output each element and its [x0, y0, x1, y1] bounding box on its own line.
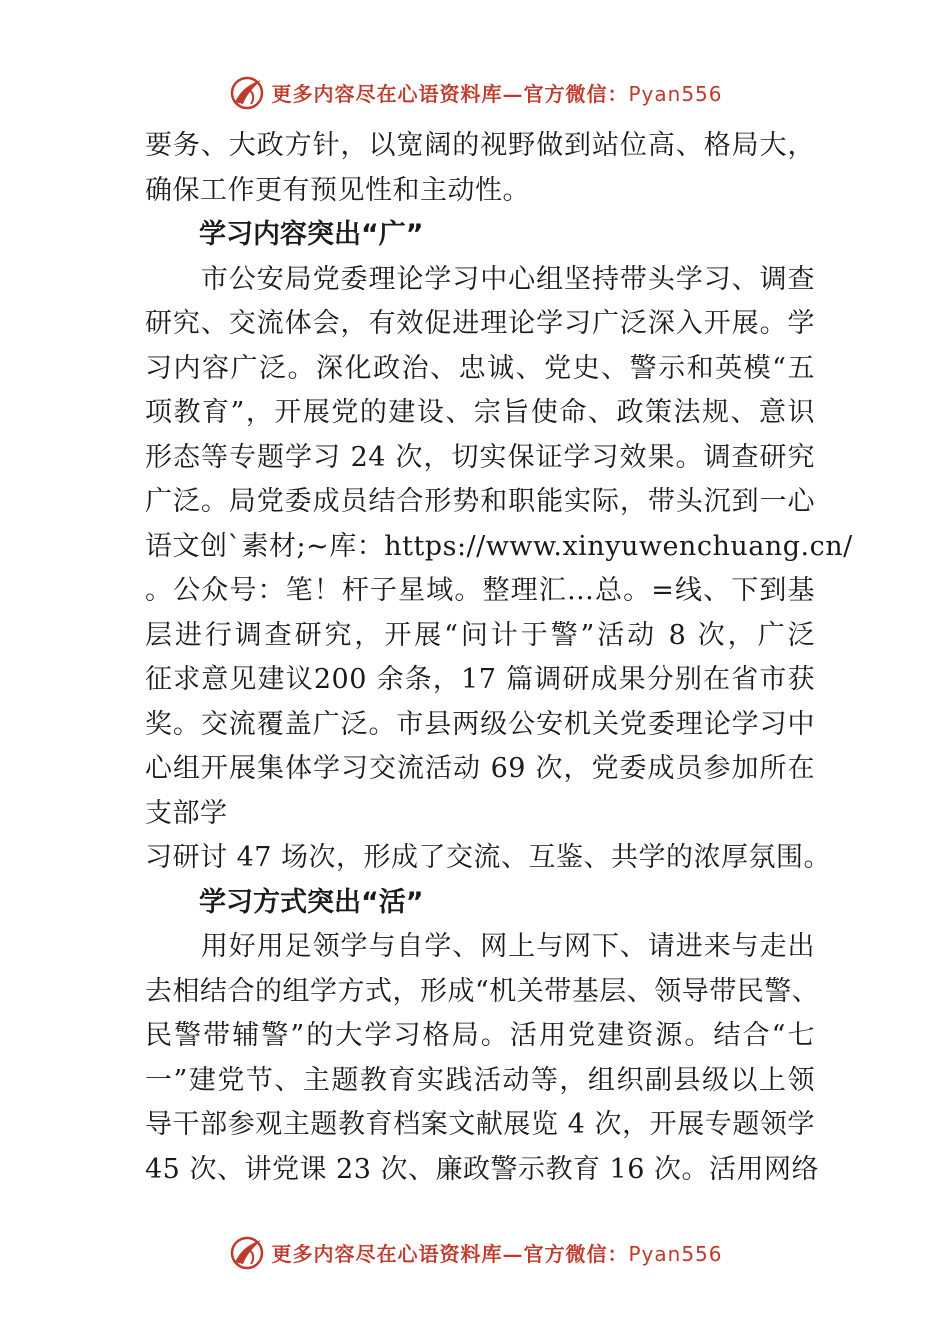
text-line: 去相结合的组学方式，形成“机关带基层、领导带民警、	[145, 975, 820, 1007]
banner-text: 更多内容尽在心语资料库—官方微信：Pyan556	[271, 81, 723, 106]
text-line: 确保工作更有预见性和主动性。	[145, 174, 530, 206]
text-line: 市公安局党委理论学习中心组坚持带头学习、调查	[145, 263, 815, 295]
text-line: 习研讨 47 场次，形成了交流、互鉴、共学的浓厚氛围。	[145, 842, 832, 873]
section-heading: 学习方式突出“活”	[199, 886, 424, 918]
wechat-id: Pyan556	[628, 1241, 723, 1266]
logo-icon	[227, 72, 267, 112]
text-line: 民警带辅警”的大学习格局。活用党建资源。结合“七	[145, 1020, 815, 1051]
text-line: 心组开展集体学习交流活动 69 次，党委成员参加所在	[145, 753, 815, 784]
text-line: 征求意见建议200 余条，17 篇调研成果分别在省市获	[145, 664, 815, 695]
document-body	[145, 124, 853, 1192]
text-line: 层进行调查研究，开展“问计于警”活动 8 次，广泛	[145, 619, 815, 651]
text-line: 支部学	[145, 797, 228, 829]
banner-text: 更多内容尽在心语资料库—官方微信：Pyan556	[271, 1241, 723, 1266]
text-line: 。公众号：笔！杆子星域。整理汇…总。=线、下到基	[145, 575, 815, 606]
text-line: 语文创`素材;~库：https://www.xinyuwenchuang.cn/	[145, 530, 853, 562]
logo-icon	[227, 1232, 267, 1272]
text-line: 要务、大政方针，以宽阔的视野做到站位高、格局大，	[145, 130, 815, 161]
wechat-id: Pyan556	[628, 81, 723, 106]
text-line: 用好用足领学与自学、网上与网下、请进来与走出	[145, 931, 815, 962]
text-line: 习内容广泛。深化政治、忠诚、党史、警示和英模“五	[145, 352, 815, 384]
header-banner	[0, 72, 950, 112]
text-line: 研究、交流体会，有效促进理论学习广泛深入开展。学	[145, 308, 815, 339]
text-line: 奖。交流覆盖广泛。市县两级公安机关党委理论学习中	[145, 708, 815, 740]
text-line: 导干部参观主题教育档案文献展览 4 次，开展专题领学	[145, 1109, 815, 1140]
text-line: 形态等专题学习 24 次，切实保证学习效果。调查研究	[145, 441, 815, 473]
text-line: 45 次、讲党课 23 次、廉政警示教育 16 次。活用网络	[145, 1153, 819, 1185]
text-line: 广泛。局党委成员结合形势和职能实际，带头沉到一心	[145, 486, 815, 517]
section-heading: 学习内容突出“广”	[199, 219, 424, 250]
footer-banner	[0, 1232, 950, 1272]
text-line: 一”建党节、主题教育实践活动等，组织副县级以上领	[145, 1064, 815, 1096]
text-line: 项教育”，开展党的建设、宗旨使命、政策法规、意识	[145, 397, 815, 428]
